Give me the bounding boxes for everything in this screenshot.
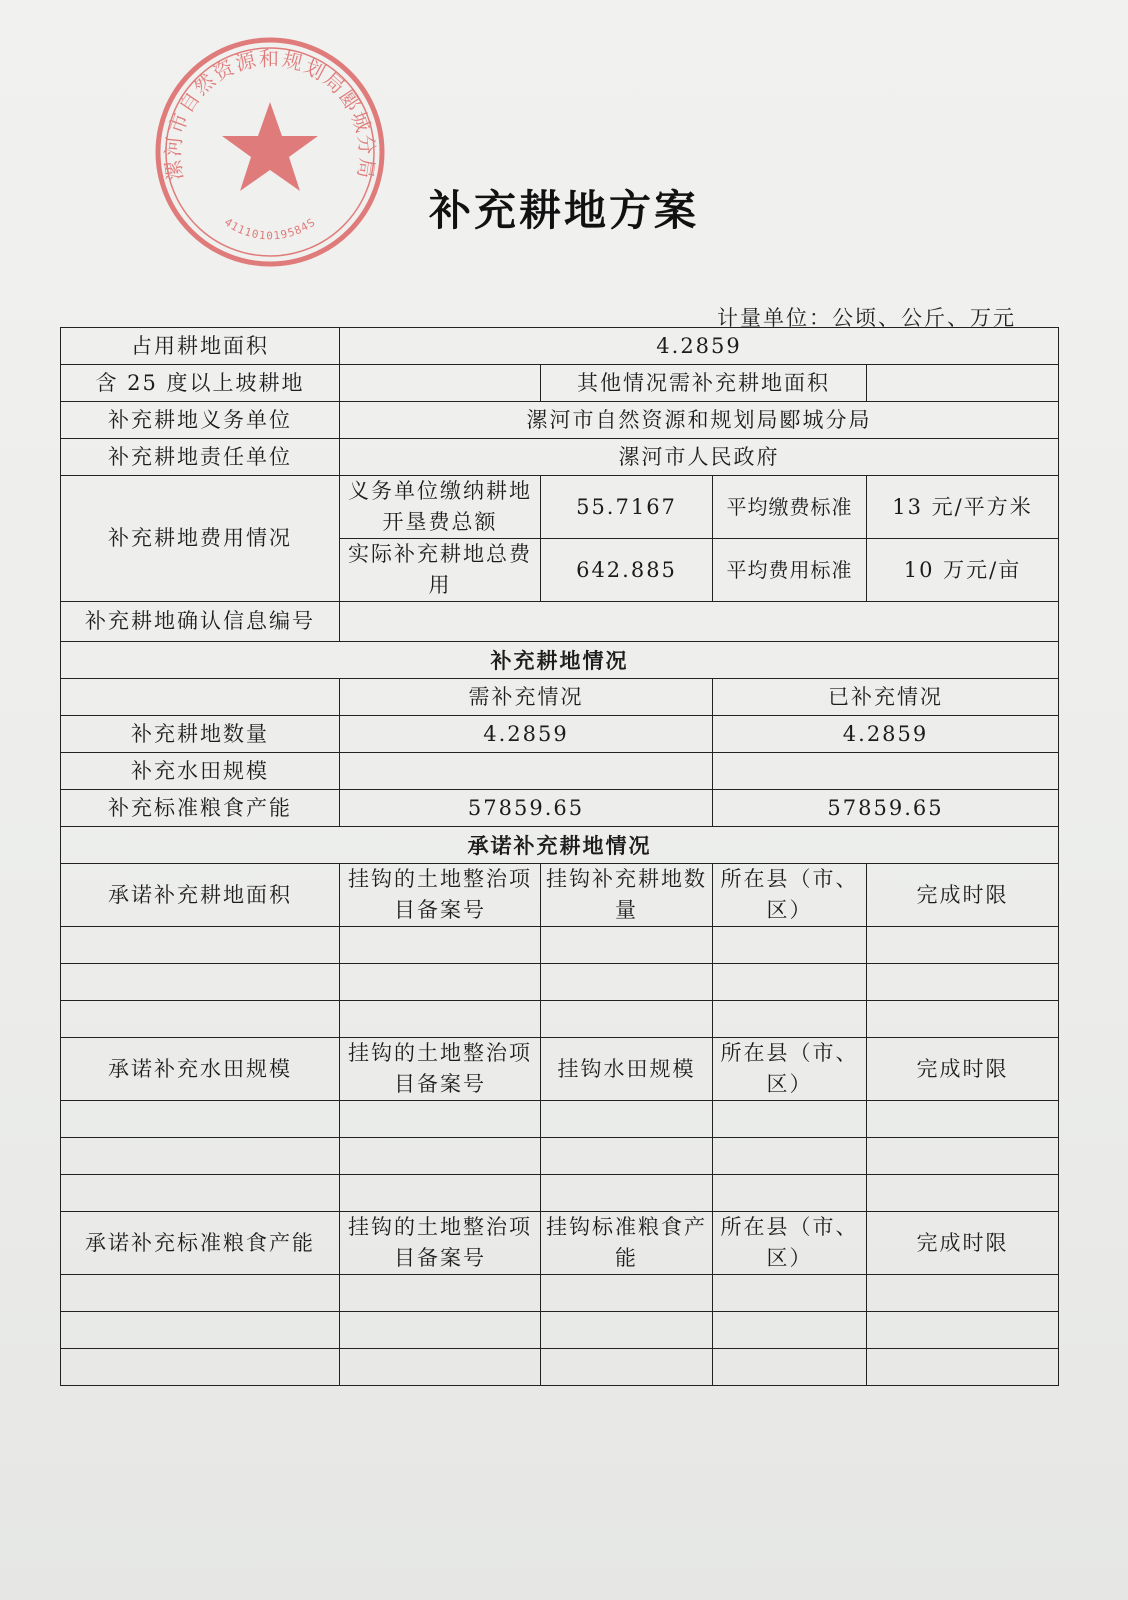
supplement-row-label: 补充耕地数量 bbox=[61, 716, 340, 753]
responsible-unit-value: 漯河市人民政府 bbox=[340, 439, 1059, 476]
actual-cost-value: 642.885 bbox=[541, 539, 713, 602]
row-fee-1 bbox=[61, 476, 1059, 539]
commitment-col-amount: 挂钩标准粮食产能 bbox=[541, 1212, 713, 1275]
commitment-label: 承诺补充耕地面积 bbox=[61, 864, 340, 927]
commitment-col-county: 所在县（市、区） bbox=[713, 1038, 867, 1101]
table-row bbox=[61, 716, 1059, 753]
other-area-value bbox=[867, 365, 1059, 402]
commitment-heading: 承诺补充耕地情况 bbox=[61, 827, 1059, 864]
row-supplement-heading bbox=[61, 642, 1059, 679]
commitment-block-header bbox=[61, 1038, 1059, 1101]
row-slope-land bbox=[61, 365, 1059, 402]
actual-cost-label: 实际补充耕地总费用 bbox=[340, 539, 541, 602]
commitment-label: 承诺补充标准粮食产能 bbox=[61, 1212, 340, 1275]
table-row bbox=[61, 1349, 1059, 1386]
occupied-area-label: 占用耕地面积 bbox=[61, 328, 340, 365]
table-row bbox=[61, 1001, 1059, 1038]
occupied-area-value: 4.2859 bbox=[340, 328, 1059, 365]
table-row bbox=[61, 1101, 1059, 1138]
commitment-col-project: 挂钩的土地整治项目备案号 bbox=[340, 1212, 541, 1275]
table-row bbox=[61, 1138, 1059, 1175]
obligation-unit-label: 补充耕地义务单位 bbox=[61, 402, 340, 439]
commitment-col-county: 所在县（市、区） bbox=[713, 1212, 867, 1275]
fee-std-value: 13 元/平方米 bbox=[867, 476, 1059, 539]
table-row bbox=[61, 1175, 1059, 1212]
cost-std-label: 平均费用标准 bbox=[713, 539, 867, 602]
confirm-no-value bbox=[340, 602, 1059, 642]
svg-text:漯河市自然资源和规划局郾城分局: 漯河市自然资源和规划局郾城分局 bbox=[160, 46, 380, 182]
row-obligation-unit bbox=[61, 402, 1059, 439]
commitment-col-project: 挂钩的土地整治项目备案号 bbox=[340, 1038, 541, 1101]
fee-total-value: 55.7167 bbox=[541, 476, 713, 539]
table-row bbox=[61, 964, 1059, 1001]
responsible-unit-label: 补充耕地责任单位 bbox=[61, 439, 340, 476]
fees-label: 补充耕地费用情况 bbox=[61, 476, 340, 602]
confirm-no-label: 补充耕地确认信息编号 bbox=[61, 602, 340, 642]
slope-land-value bbox=[340, 365, 541, 402]
supplement-row-need: 4.2859 bbox=[340, 716, 713, 753]
commitment-col-county: 所在县（市、区） bbox=[713, 864, 867, 927]
commitment-col-deadline: 完成时限 bbox=[867, 1212, 1059, 1275]
row-supplement-columns bbox=[61, 679, 1059, 716]
table-row bbox=[61, 790, 1059, 827]
other-area-label: 其他情况需补充耕地面积 bbox=[541, 365, 867, 402]
commitment-col-project: 挂钩的土地整治项目备案号 bbox=[340, 864, 541, 927]
row-responsible-unit bbox=[61, 439, 1059, 476]
unit-note: 计量单位：公顷、公斤、万元 bbox=[717, 306, 1016, 330]
commitment-col-deadline: 完成时限 bbox=[867, 864, 1059, 927]
supplement-row-need: 57859.65 bbox=[340, 790, 713, 827]
supplement-plan-table bbox=[60, 327, 1059, 1386]
supplement-row-label: 补充标准粮食产能 bbox=[61, 790, 340, 827]
supplement-row-done: 57859.65 bbox=[713, 790, 1059, 827]
supplement-row-done: 4.2859 bbox=[713, 716, 1059, 753]
supplement-row-done bbox=[713, 753, 1059, 790]
col-need-header: 需补充情况 bbox=[340, 679, 713, 716]
slope-land-label: 含 25 度以上坡耕地 bbox=[61, 365, 340, 402]
table-row bbox=[61, 753, 1059, 790]
commitment-col-amount: 挂钩水田规模 bbox=[541, 1038, 713, 1101]
commitment-col-deadline: 完成时限 bbox=[867, 1038, 1059, 1101]
fee-total-label: 义务单位缴纳耕地开垦费总额 bbox=[340, 476, 541, 539]
table-row bbox=[61, 1312, 1059, 1349]
commitment-label: 承诺补充水田规模 bbox=[61, 1038, 340, 1101]
commitment-col-amount: 挂钩补充耕地数量 bbox=[541, 864, 713, 927]
supplement-row-need bbox=[340, 753, 713, 790]
row-occupied-area bbox=[61, 328, 1059, 365]
supplement-corner bbox=[61, 679, 340, 716]
fee-std-label: 平均缴费标准 bbox=[713, 476, 867, 539]
col-done-header: 已补充情况 bbox=[713, 679, 1059, 716]
commitment-block-header bbox=[61, 864, 1059, 927]
obligation-unit-value: 漯河市自然资源和规划局郾城分局 bbox=[340, 402, 1059, 439]
supplement-row-label: 补充水田规模 bbox=[61, 753, 340, 790]
page-title: 补充耕地方案 bbox=[428, 186, 699, 235]
table-row bbox=[61, 927, 1059, 964]
supplement-heading: 补充耕地情况 bbox=[61, 642, 1059, 679]
row-confirm-no bbox=[61, 602, 1059, 642]
svg-text:411101019584S: 411101019584S bbox=[221, 215, 319, 243]
table-row bbox=[61, 1275, 1059, 1312]
commitment-block-header bbox=[61, 1212, 1059, 1275]
cost-std-value: 10 万元/亩 bbox=[867, 539, 1059, 602]
row-commitment-heading bbox=[61, 827, 1059, 864]
